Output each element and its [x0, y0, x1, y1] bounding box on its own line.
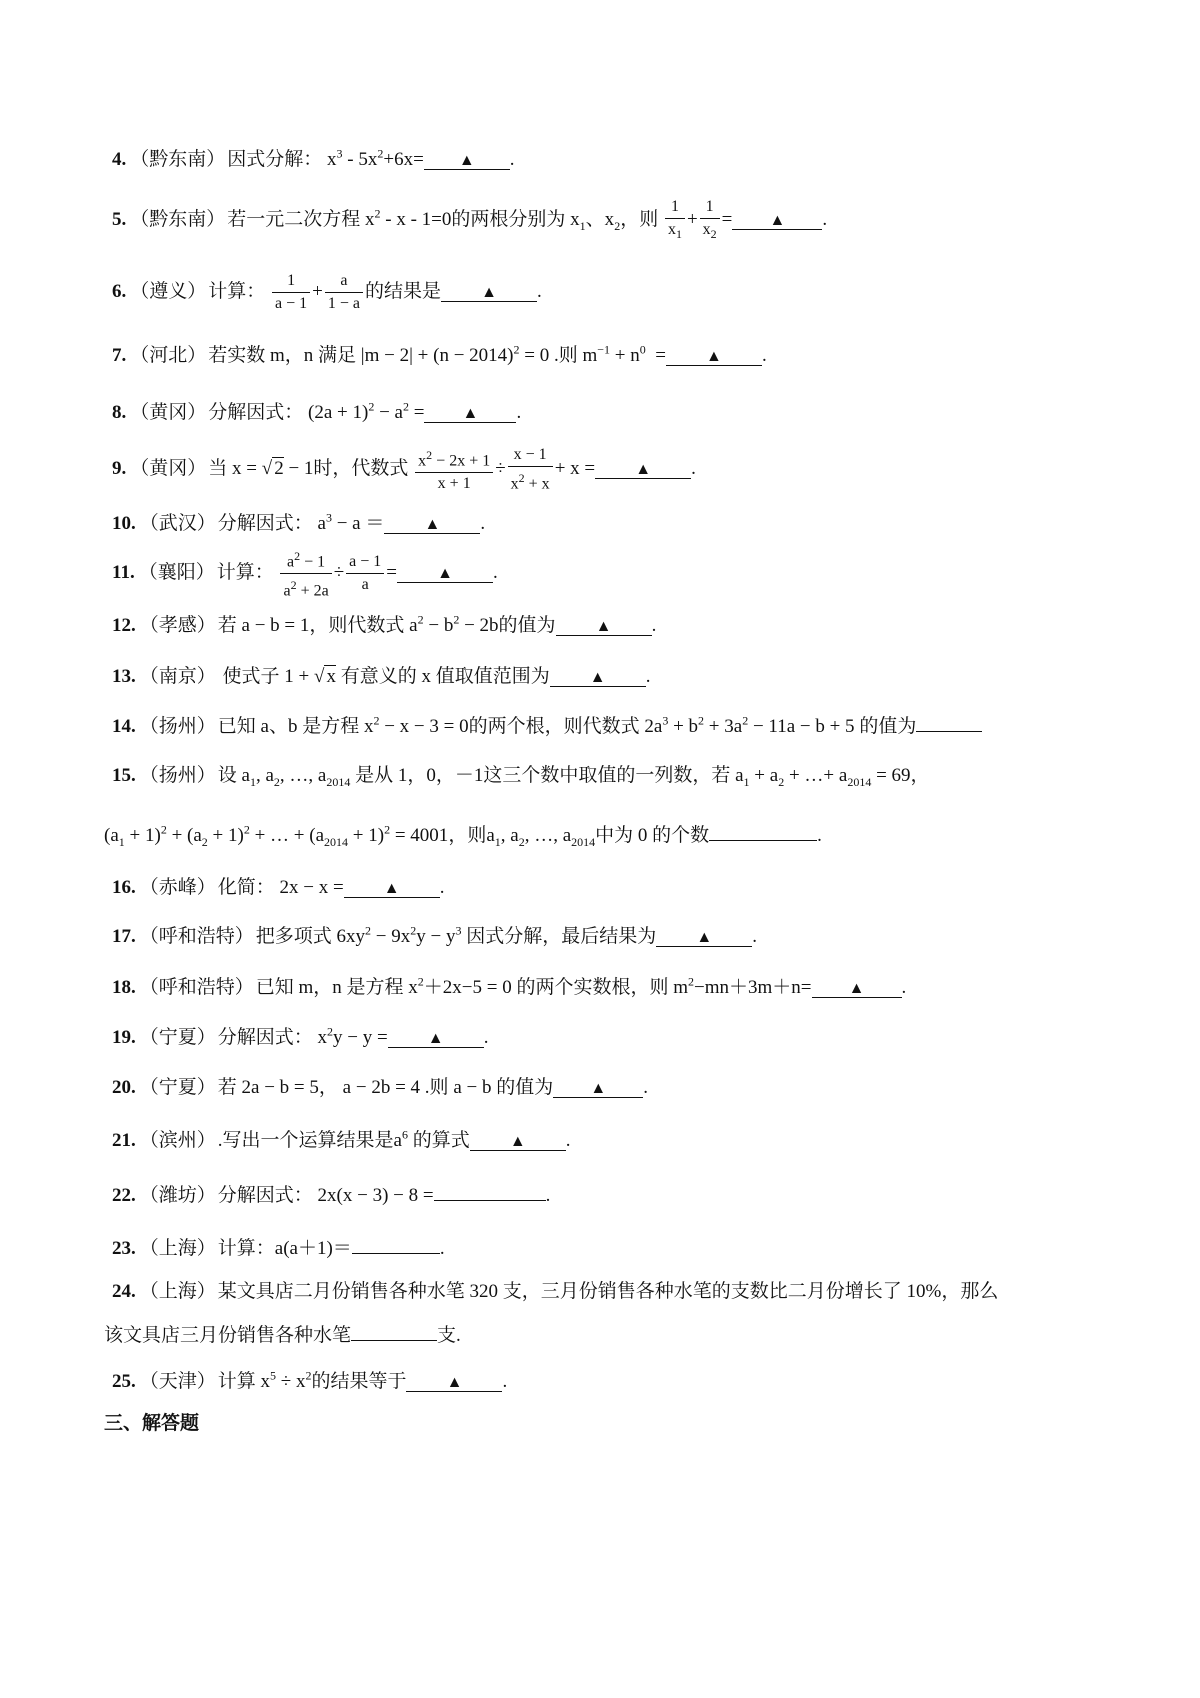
- question-18: 18. （呼和浩特） 已知 m，n 是方程 $x^2+2x-5 = 0$ 的两个实数根，则 $m^2-mn+3m+n=$ ▲ .: [112, 974, 907, 998]
- expression: $(a_1 + 1)^2 + (a_2 + 1)^2$ + … + $(a_{2014} + 1)^2 = 4001$: [104, 822, 449, 849]
- question-source: （宁夏）: [139, 1077, 216, 1098]
- fraction: $\frac{a - 1}{a}$: [346, 551, 384, 596]
- question-number: 23.: [112, 1238, 136, 1259]
- question-source: （扬州）: [139, 765, 216, 786]
- roots: $x_1$、$x_2$: [570, 208, 621, 233]
- question-9: 9. （黄冈） 当 x = √ 2 − 1时，代数式 $\frac{x^2 - 2x + 1}{x + 1}$ ÷ $\frac{x - 1}{x^2 + x}$ + x = ▲ .: [112, 444, 1102, 495]
- question-source: （赤峰）: [139, 877, 216, 898]
- question-source: （河北）: [130, 345, 207, 366]
- question-14: 14. （扬州） 已知 a、b 是方程 $x^2 - x - 3 = 0$的两个根，则代数式 $2a^3 + b^2 + 3a^2 - 11a - b + 5$ 的值为: [112, 711, 1102, 738]
- question-number: 7.: [112, 345, 127, 366]
- question-number: 20.: [112, 1077, 136, 1098]
- question-number: 10.: [112, 513, 136, 534]
- triangle-marker-icon: ▲: [427, 1030, 444, 1047]
- question-4: 4. （黔东南） 因式分解： $x^3 - 5x^2+6x=$ ▲ .: [112, 146, 515, 170]
- question-24: 24. （上海） 某文具店二月份销售各种水笔 320 支，三月份销售各种水笔的支数比二月份增长了 10%，那么: [112, 1281, 999, 1302]
- triangle-marker-icon: ▲: [481, 283, 497, 301]
- expression: $a^3 - a$ ＝: [317, 510, 385, 534]
- question-source: （扬州）: [139, 716, 216, 737]
- question-number: 24.: [112, 1281, 136, 1302]
- expression: $|m - 2| + (n - 2014)^2 = 0$: [360, 342, 550, 366]
- expression: $a^6$: [393, 1127, 408, 1151]
- expression: $x^5 \div x^2$: [260, 1368, 312, 1392]
- question-number: 15.: [112, 765, 136, 786]
- fraction: $\frac{x - 1}{x^2 + x}$: [508, 444, 553, 495]
- answer-blank[interactable]: [351, 1322, 437, 1341]
- question-number: 4.: [112, 149, 127, 170]
- answer-blank[interactable]: [424, 151, 510, 170]
- triangle-marker-icon: ▲: [437, 565, 453, 583]
- question-number: 11.: [112, 562, 135, 584]
- question-source: （遵义）: [130, 280, 207, 302]
- sequence: $a_1$, $a_2$, …, $a_{2014}$: [241, 765, 351, 789]
- answer-blank[interactable]: [397, 564, 493, 583]
- triangle-marker-icon: ▲: [462, 405, 479, 422]
- answer-blank[interactable]: [666, 347, 762, 366]
- question-13: 13. （南京） 使式子 1 + √ x 有意义的 x 值取值范围为 ▲ .: [112, 666, 651, 687]
- expression: x = √ 2 − 1: [232, 458, 314, 480]
- triangle-marker-icon: ▲: [589, 669, 606, 686]
- answer-blank[interactable]: [388, 1029, 484, 1048]
- expression: $x^3 - 5x^2+6x=$: [327, 146, 424, 170]
- fraction: $\frac{x^2 - 2x + 1}{x + 1}$: [415, 444, 493, 495]
- answer-blank[interactable]: [384, 515, 480, 534]
- question-8: 8. （黄冈） 分解因式： $(2a + 1)^2 - a^2$ = ▲ .: [112, 399, 522, 423]
- triangle-marker-icon: ▲: [590, 1080, 607, 1097]
- sequence: $a_1$, $a_2$, …, $a_{2014}$: [486, 825, 596, 849]
- answer-blank[interactable]: [352, 1235, 440, 1254]
- question-number: 14.: [112, 716, 136, 737]
- expression: $m^2-mn+3m+n=$: [673, 974, 812, 998]
- expression: $m^{-1} + n^0$ =: [582, 342, 666, 366]
- triangle-marker-icon: ▲: [848, 980, 865, 997]
- question-17: 17. （呼和浩特） 把多项式 $6xy^2 - 9x^2y - y^3$ 因式分解，最后结果为 ▲ .: [112, 923, 757, 947]
- question-16: 16. （赤峰） 化简： 2x − x = ▲ .: [112, 877, 445, 898]
- question-source: （呼和浩特）: [139, 977, 254, 998]
- question-source: （孝感）: [139, 615, 216, 636]
- triangle-marker-icon: ▲: [706, 348, 722, 365]
- question-source: （宁夏）: [139, 1027, 216, 1048]
- question-5: 5. （黔东南） 若一元二次方程 $x^2 - x - 1=0$的两根分别为 $x_1$、$x_2$，则 $\frac{1}{x_1}$ + $\frac{1}{x_2}$ = ▲ .: [112, 196, 1102, 245]
- question-22: 22. （潍坊） 分解因式： 2x(x − 3) − 8 = .: [112, 1180, 1102, 1207]
- expression: $6xy^2 - 9x^2y - y^3$: [336, 923, 462, 947]
- equation: $x^2 - x - 3 = 0$: [363, 713, 469, 737]
- answer-blank[interactable]: [656, 928, 752, 947]
- question-number: 21.: [112, 1130, 136, 1151]
- fraction: $\frac{a}{1 - a}$: [325, 270, 363, 315]
- question-6: 6. （遵义） 计算： $\frac{1}{a - 1}$ + $\frac{a}{1 - a}$ 的结果是 ▲ .: [112, 270, 1102, 315]
- triangle-marker-icon: ▲: [769, 211, 786, 229]
- answer-blank[interactable]: [441, 283, 537, 302]
- question-number: 22.: [112, 1185, 136, 1206]
- triangle-marker-icon: ▲: [635, 461, 652, 479]
- expression: $x^2y - y$ =: [317, 1024, 388, 1048]
- question-source: （武汉）: [139, 513, 216, 534]
- question-source: （呼和浩特）: [139, 926, 254, 947]
- fraction: $\frac{a^2 - 1}{a^2 + 2a}$: [280, 545, 331, 603]
- question-24-line-2: 该文具店三月份销售各种水笔 支.: [104, 1320, 1094, 1347]
- fraction: $\frac{1}{a - 1}$: [272, 270, 310, 315]
- question-10: 10. （武汉） 分解因式： $a^3 - a$ ＝ ▲ .: [112, 510, 486, 534]
- question-15-line-2: $(a_1 + 1)^2 + (a_2 + 1)^2$ + … + $(a_{2014} + 1)^2 = 4001$，则$a_1$, $a_2$, …, $a_{2014}$中为 0 的个数 .: [104, 822, 822, 849]
- question-number: 17.: [112, 926, 136, 947]
- question-number: 25.: [112, 1371, 136, 1392]
- question-source: （南京）: [139, 666, 216, 687]
- question-12: 12. （孝感） 若 a − b = 1，则代数式 $a^2 - b^2 - 2b$的值为 ▲ .: [112, 612, 657, 636]
- triangle-marker-icon: ▲: [595, 618, 612, 635]
- expression: 1 + √ x: [284, 666, 336, 687]
- answer-blank[interactable]: [434, 1182, 546, 1201]
- triangle-marker-icon: ▲: [424, 516, 441, 533]
- question-number: 16.: [112, 877, 136, 898]
- answer-blank[interactable]: [556, 617, 652, 636]
- question-number: 18.: [112, 977, 136, 998]
- question-source: （上海）: [139, 1238, 216, 1259]
- equation: $x^2+2x-5 = 0$: [408, 974, 512, 998]
- expression: a(a＋1)＝: [274, 1238, 352, 1259]
- answer-blank[interactable]: [344, 879, 440, 898]
- expression: $a_1 + a_2$ + …+ $a_{2014} = 69$: [735, 765, 911, 789]
- equation: 2a − b = 5: [241, 1077, 319, 1098]
- triangle-marker-icon: ▲: [383, 880, 400, 897]
- expression: a − b = 1: [241, 615, 310, 636]
- question-source: （上海）: [139, 1281, 216, 1302]
- question-source: （黔东南）: [130, 208, 226, 230]
- expression: 2x − x =: [279, 877, 344, 898]
- question-number: 6.: [112, 280, 127, 302]
- expression: 2x(x − 3) − 8 =: [317, 1185, 434, 1206]
- answer-blank[interactable]: [732, 211, 822, 230]
- triangle-marker-icon: ▲: [446, 1374, 463, 1391]
- answer-blank[interactable]: [424, 404, 516, 423]
- expression: $a^2 - b^2 - 2b$: [409, 612, 499, 636]
- question-number: 8.: [112, 402, 127, 423]
- expression: $2a^3 + b^2 + 3a^2 - 11a - b + 5$: [644, 713, 855, 737]
- question-number: 12.: [112, 615, 136, 636]
- question-source: （黄冈）: [130, 458, 207, 480]
- equation: $x^2 - x - 1=0$: [365, 206, 452, 230]
- expression: a − b: [453, 1077, 492, 1098]
- triangle-marker-icon: ▲: [696, 929, 713, 946]
- question-19: 19. （宁夏） 分解因式： $x^2y - y$ = ▲ .: [112, 1024, 489, 1048]
- answer-blank[interactable]: [595, 460, 691, 479]
- answer-blank[interactable]: [812, 979, 902, 998]
- answer-blank[interactable]: [470, 1132, 566, 1151]
- question-11: 11. （襄阳） 计算： $\frac{a^2 - 1}{a^2 + 2a}$ ÷ $\frac{a - 1}{a}$ = ▲ .: [112, 545, 1102, 603]
- question-number: 19.: [112, 1027, 136, 1048]
- fraction: $\frac{1}{x_1}$: [665, 196, 685, 245]
- answer-blank[interactable]: [916, 713, 982, 732]
- question-7: 7. （河北） 若实数 m，n 满足 $|m - 2| + (n - 2014)^2 = 0$ .则 $m^{-1} + n^0$ = ▲ .: [112, 342, 767, 366]
- question-23: 23. （上海） 计算：a(a＋1)＝ .: [112, 1233, 1102, 1260]
- question-number: 9.: [112, 458, 127, 480]
- expression: $(2a + 1)^2 - a^2$ =: [308, 399, 425, 423]
- answer-blank[interactable]: [406, 1373, 502, 1392]
- question-source: （天津）: [139, 1371, 216, 1392]
- triangle-marker-icon: ▲: [458, 152, 475, 169]
- fraction: $\frac{1}{x_2}$: [700, 196, 720, 245]
- answer-blank[interactable]: [709, 822, 817, 841]
- question-number: 5.: [112, 208, 127, 230]
- equation: a − 2b = 4: [342, 1077, 421, 1098]
- question-number: 13.: [112, 666, 136, 687]
- question-source: （滨州）: [139, 1130, 216, 1151]
- question-source: （襄阳）: [138, 562, 215, 584]
- question-source: （黔东南）: [130, 149, 226, 170]
- question-15: 15. （扬州） 设 $a_1$, $a_2$, …, $a_{2014}$ 是从 1，0，－1这三个数中取值的一列数，若 $a_1 + a_2$ + …+ $a_{2014} = 69$，: [112, 765, 930, 789]
- section-heading: 三、解答题: [104, 1413, 200, 1434]
- answer-blank[interactable]: [550, 668, 646, 687]
- question-21: 21. （滨州） .写出一个运算结果是$a^6$ 的算式 ▲ .: [112, 1127, 571, 1151]
- question-25: 25. （天津） 计算 $x^5 \div x^2$的结果等于 ▲ .: [112, 1368, 508, 1392]
- question-source: （潍坊）: [139, 1185, 216, 1206]
- question-source: （黄冈）: [130, 402, 207, 423]
- triangle-marker-icon: ▲: [509, 1133, 526, 1150]
- question-20: 20. （宁夏） 若 2a − b = 5， a − 2b = 4 .则 a − b 的值为 ▲ .: [112, 1077, 648, 1098]
- answer-blank[interactable]: [553, 1079, 643, 1098]
